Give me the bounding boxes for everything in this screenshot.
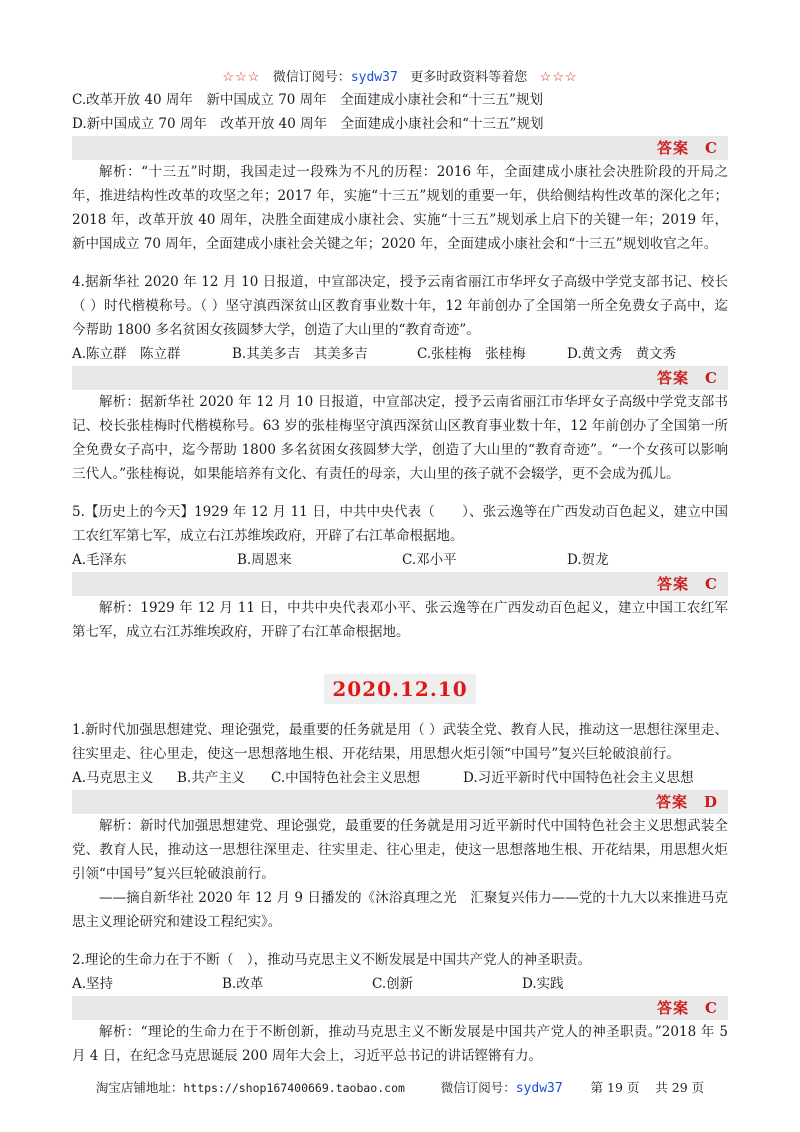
header-label: 微信订阅号： (272, 70, 351, 85)
analysis: 解析：新时代加强思想建党、理论强党，最重要的任务就是用习近平新时代中国特色社会主义思想武装全党、教育人民，推动这一思想往深里走、往实里走、往心里走，使这一思想落地生根、开花结果，用思想火炬引领“中国号”复兴巨轮破浪前行。 (72, 818, 728, 882)
option-a: A.毛泽东 (72, 552, 127, 568)
question-text: 1.新时代加强思想建党、理论强党，最重要的任务就是用（ ）武装全党、教育人民，推动这一思想往深里走、往实里走、往心里走，使这一思想落地生根、开花结果，用思想火炬引领“中国号”复兴巨轮破浪前行。 (72, 722, 728, 762)
option-d: D.习近平新时代中国特色社会主义思想 (463, 770, 694, 786)
analysis: 解析：“理论的生命力在于不断创新，推动马克思主义不断发展是中国共产党人的神圣职责。”2018 年 5 月 4 日，在纪念马克思诞辰 200 周年大会上，习近平总书记的讲话铿锵有力。 (72, 1024, 728, 1064)
options-row (72, 548, 728, 572)
question-4 (72, 270, 728, 486)
question-3 (72, 88, 728, 256)
page-total: 共 29 页 (655, 1080, 705, 1095)
question-text: 2.理论的生命力在于不断（ ），推动马克思主义不断发展是中国共产党人的神圣职责。 (72, 952, 592, 968)
options-row (72, 972, 728, 996)
answer-badge: 答案 C (72, 366, 728, 390)
option-d: D.实践 (522, 976, 564, 992)
analysis: 解析：“十三五”时期，我国走过一段殊为不凡的历程：2016 年，全面建成小康社会决胜阶段的开局之年，推进结构性改革的攻坚之年；2017 年，实施“十三五”规划的重要一年，供给侧结构性改革的深化之年；2018 年，改革开放 40 周年，决胜全面建成小康社会、实施“十三五”规划承上启下的关键一年；2019 年，新中国成立 70 周年，全面建成小康社会关键之年；2020 年，全面建成小康社会和“十三五”规划收官之年。 (72, 164, 728, 252)
header-account: sydw37 (350, 70, 398, 85)
options-row (72, 766, 728, 790)
stars-left: ☆☆☆ (222, 70, 261, 85)
page-footer (0, 1078, 800, 1096)
header-slogan: 更多时政资料等着您 (410, 70, 528, 85)
options-row (72, 342, 728, 366)
answer-badge: 答案 C (72, 996, 728, 1020)
option-c: C.创新 (372, 976, 414, 992)
answer-badge: 答案 D (72, 790, 728, 814)
option-c: C.中国特色社会主义思想 (271, 770, 421, 786)
date-heading-text: 2020.12.10 (324, 674, 475, 704)
option: D.新中国成立 70 周年 改革开放 40 周年 全面建成小康社会和“十三五”规划 (72, 116, 544, 132)
option-b: B.其美多吉 其美多吉 (232, 346, 368, 362)
wx-account: sydw37 (515, 1081, 563, 1096)
source-note: ——摘自新华社 2020 年 12 月 9 日播发的《沐浴真理之光 汇聚复兴伟力——党的十九大以来推进马克思主义理论研究和建设工程纪实》。 (72, 890, 728, 930)
option-a: A.陈立群 陈立群 (72, 346, 181, 362)
analysis: 解析：1929 年 12 月 11 日，中共中央代表邓小平、张云逸等在广西发动百色起义，建立中国工农红军第七军，成立右江苏维埃政府，开辟了右江革命根据地。 (72, 600, 728, 640)
option-b: B.周恩来 (237, 552, 292, 568)
answer-badge: 答案 C (72, 136, 728, 160)
option-b: B.共产主义 (177, 770, 246, 786)
stars-right: ☆☆☆ (539, 70, 578, 85)
wx-label: 微信订阅号： (440, 1080, 516, 1095)
shop-label: 淘宝店铺地址： (95, 1080, 184, 1095)
option: C.改革开放 40 周年 新中国成立 70 周年 全面建成小康社会和“十三五”规划 (72, 92, 543, 108)
question-5 (72, 500, 728, 644)
question-2 (72, 948, 728, 1068)
question-text: 4.据新华社 2020 年 12 月 10 日报道，中宣部决定，授予云南省丽江市华坪女子高级中学党支部书记、校长（ ）时代楷模称号。（ ）坚守滇西深贫山区教育事业数十年，12 年前创办了全国第一所全免费女子高中，迄今帮助 1800 多名贫困女孩圆梦大学，创造了大山里的“教育奇迹”。 (72, 274, 728, 338)
page-header (0, 66, 800, 85)
content (72, 88, 728, 1068)
question-1 (72, 718, 728, 934)
option-a: A.坚持 (72, 976, 114, 992)
option-c: C.邓小平 (402, 552, 457, 568)
option-d: D.贺龙 (567, 552, 609, 568)
page-number: 第 19 页 (590, 1080, 640, 1095)
analysis: 解析：据新华社 2020 年 12 月 10 日报道，中宣部决定，授予云南省丽江市华坪女子高级中学党支部书记、校长张桂梅时代楷模称号。63 岁的张桂梅坚守滇西深贫山区教育事业数十年，12 年前创办了全国第一所全免费女子高中，迄今帮助 1800 多名贫困女孩圆梦大学，创造了大山里的“教育奇迹”。“一个女孩可以影响三代人。”张桂梅说，如果能培养有文化、有责任的母亲，大山里的孩子就不会辍学，更不会成为孤儿。 (72, 394, 728, 482)
shop-url[interactable]: https://shop167400669.taobao.com (183, 1081, 405, 1095)
option-b: B.改革 (222, 976, 264, 992)
answer-badge: 答案 C (72, 572, 728, 596)
date-heading (72, 674, 728, 704)
option-c: C.张桂梅 张桂梅 (417, 346, 526, 362)
question-text: 5.【历史上的今天】1929 年 12 月 11 日，中共中央代表（ ）、张云逸等在广西发动百色起义，建立中国工农红军第七军，成立右江苏维埃政府，开辟了右江革命根据地。 (72, 504, 728, 544)
option-a: A.马克思主义 (72, 770, 154, 786)
option-d: D.黄文秀 黄文秀 (567, 346, 677, 362)
